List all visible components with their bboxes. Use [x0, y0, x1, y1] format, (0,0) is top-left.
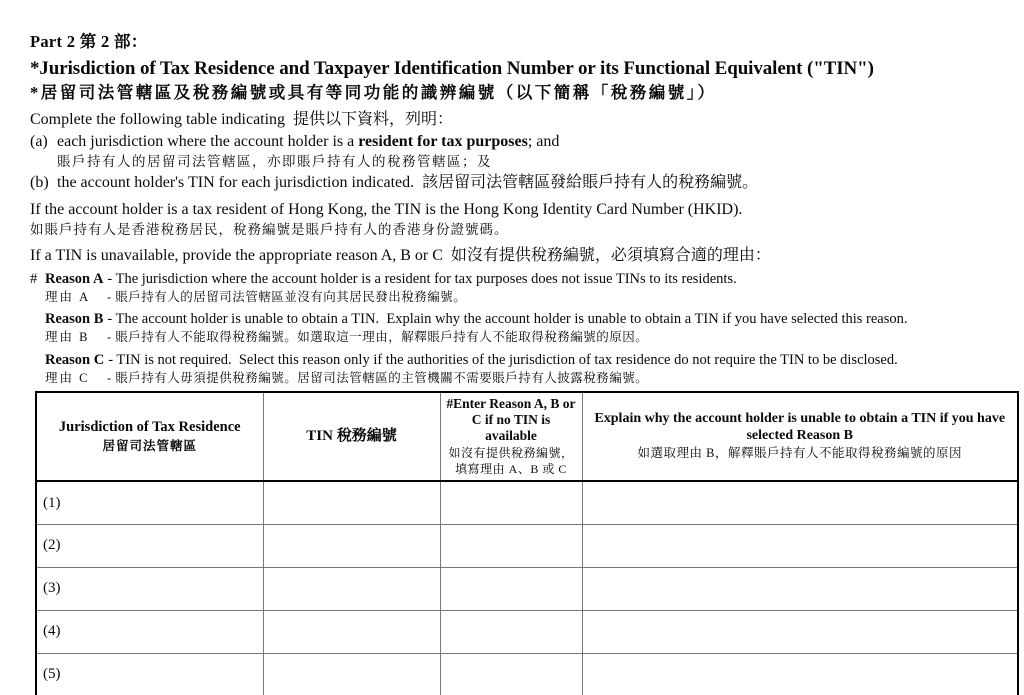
reason-b-label-zh: 理由 B: [45, 330, 90, 345]
part-heading: Part 2 第 2 部：: [30, 32, 148, 51]
reason-b-label-en: Reason B: [45, 311, 104, 328]
reason-b-line-zh: [30, 330, 1016, 346]
reason-cell[interactable]: [440, 481, 582, 524]
item-a-text: [57, 132, 559, 152]
reason-b-text-zh: - 賬戶持有人不能取得稅務編號。如選取這一理由，解釋賬戶持有人不能取得稅務編號的原因。: [107, 330, 649, 345]
reason-cell[interactable]: [440, 653, 582, 695]
reason-a-group: [30, 270, 1016, 305]
section-title-zh: *居留司法管轄區及稅務編號或具有等同功能的識辨編號（以下簡稱「稅務編號」）: [30, 82, 717, 102]
reason-c-label-en: Reason C: [45, 351, 105, 368]
row-number: (5): [43, 666, 61, 683]
reason-a-text-en: - The jurisdiction where the account holder is a resident for tax purposes does not issue TINs to its residents.: [107, 270, 737, 287]
col-header-explanation: [582, 392, 1018, 481]
reason-c-text-zh: - 賬戶持有人毋須提供稅務編號。居留司法管轄區的主管機關不需要賬戶持有人披露稅務編號。: [107, 370, 649, 385]
hkid-note-en: If the account holder is a tax resident of Hong Kong, the TIN is the Hong Kong Identity Card Number (HKID).: [30, 201, 743, 219]
col-header-reason: [440, 392, 582, 481]
reason-cell[interactable]: [440, 567, 582, 610]
reason-a-text-zh: - 賬戶持有人的居留司法管轄區並沒有向其居民發出稅務編號。: [107, 289, 467, 304]
reason-b-group: [30, 310, 1016, 345]
tin-unavailable-note: If a TIN is unavailable, provide the appropriate reason A, B or C 如沒有提供稅務編號，必須填寫合適的理由：: [30, 246, 771, 264]
col-header-jurisdiction: [36, 392, 263, 481]
item-b-label: (b): [30, 174, 49, 192]
tin-table-header: [36, 392, 1018, 481]
col-header-explanation-en: Explain why the account holder is unable to obtain a TIN if you have selected Reason B: [594, 411, 1006, 443]
col-header-tin: [263, 392, 440, 481]
col-header-jurisdiction-zh: 居留司法管轄區: [102, 438, 197, 453]
row-number: (2): [43, 537, 61, 554]
reason-c-line-en: [30, 351, 1016, 370]
section-title-en: *Jurisdiction of Tax Residence and Taxpayer Identification Number or its Functional Equivalent ("TIN"): [30, 57, 874, 79]
col-header-tin-en: TIN 稅務編號: [306, 428, 397, 445]
hash-spacer: [30, 351, 45, 370]
explanation-cell[interactable]: [582, 567, 1018, 610]
item-a-text-after: ; and: [527, 132, 560, 150]
item-a-text-bold: resident for tax purposes: [358, 132, 528, 150]
reason-a-line-en: [30, 270, 1016, 289]
col-header-explanation-zh: 如選取理由 B，解釋賬戶持有人不能取得稅務編號的原因: [637, 446, 962, 461]
intro-text: Complete the following table indicating 提供以下資料，列明：: [30, 110, 454, 128]
explanation-cell[interactable]: [582, 653, 1018, 695]
reason-c-line-zh: [30, 371, 1016, 387]
table-row: [36, 481, 1018, 524]
table-row: [36, 567, 1018, 610]
jurisdiction-cell[interactable]: [36, 610, 263, 653]
row-number: (4): [43, 623, 61, 640]
reason-c-label-zh: 理由 C: [45, 370, 90, 385]
col-header-jurisdiction-en: Jurisdiction of Tax Residence: [58, 419, 241, 436]
tin-cell[interactable]: [263, 653, 440, 695]
explanation-cell[interactable]: [582, 481, 1018, 524]
reason-a-line-zh: [30, 290, 1016, 306]
header-row: [36, 392, 1018, 481]
list-item-b: [30, 173, 1016, 193]
explanation-cell[interactable]: [582, 610, 1018, 653]
tin-cell[interactable]: [263, 524, 440, 567]
tin-table-body: [36, 481, 1018, 695]
reason-c-text-en: - TIN is not required. Select this reason only if the authorities of the jurisdiction of tax residence do not require the TIN to be disclosed.: [108, 351, 898, 368]
reason-b-text-en: - The account holder is unable to obtain a TIN. Explain why the account holder is unable to obtain a TIN if you have selected this reason.: [107, 311, 908, 328]
hkid-note-zh: 如賬戶持有人是香港稅務居民，稅務編號是賬戶持有人的香港身份證號碼。: [30, 222, 509, 238]
reason-cell[interactable]: [440, 524, 582, 567]
tin-cell[interactable]: [263, 567, 440, 610]
jurisdiction-cell[interactable]: [36, 481, 263, 524]
tin-cell[interactable]: [263, 481, 440, 524]
hash-spacer: [30, 310, 45, 329]
tin-table: [35, 391, 1019, 695]
tin-cell[interactable]: [263, 610, 440, 653]
jurisdiction-cell[interactable]: [36, 653, 263, 695]
reason-c-group: [30, 351, 1016, 386]
reason-cell[interactable]: [440, 610, 582, 653]
reason-a-label-en: Reason A: [45, 270, 104, 287]
table-row: [36, 610, 1018, 653]
reason-b-line-en: [30, 310, 1016, 329]
jurisdiction-cell[interactable]: [36, 567, 263, 610]
col-header-reason-zh: 如沒有提供稅務編號，填寫理由 A、B 或 C: [448, 446, 574, 477]
item-b-text: the account holder's TIN for each jurisdiction indicated. 該居留司法管轄區發給賬戶持有人的稅務編號。: [57, 174, 759, 192]
row-number: (3): [43, 580, 61, 597]
reason-a-label-zh: 理由 A: [45, 289, 91, 304]
jurisdiction-cell[interactable]: [36, 524, 263, 567]
explanation-cell[interactable]: [582, 524, 1018, 567]
row-number: (1): [43, 494, 61, 511]
item-a-text-zh: 賬戶持有人的居留司法管轄區，亦即賬戶持有人的稅務管轄區；及: [57, 153, 492, 169]
col-header-reason-en: #Enter Reason A, B or C if no TIN is available: [446, 396, 576, 444]
hash-mark: #: [30, 270, 38, 287]
item-a-label: (a): [30, 132, 48, 150]
list-item-a: [30, 132, 1016, 152]
table-row: [36, 524, 1018, 567]
table-row: [36, 653, 1018, 695]
item-a-text-before: each jurisdiction where the account holder is a: [57, 132, 359, 150]
